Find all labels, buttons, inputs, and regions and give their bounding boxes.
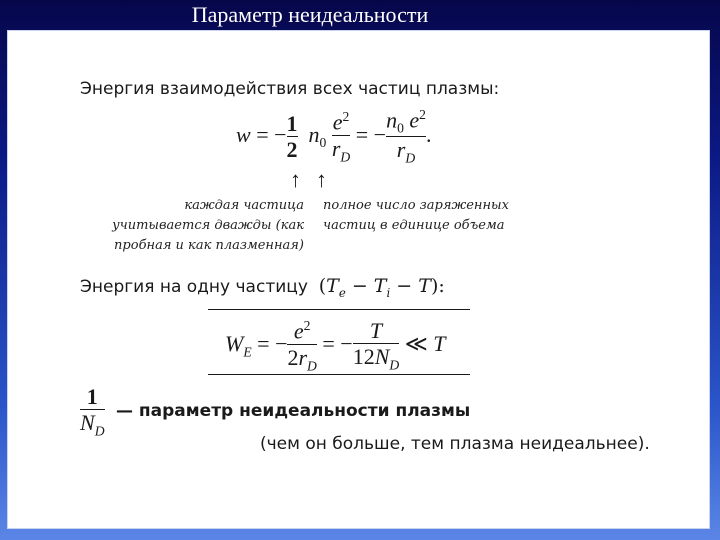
nonideality-parameter-note: (чем он больше, тем плазма неидеальнее). [260,434,650,454]
energy-per-particle-heading [80,275,445,300]
nonideality-parameter-label: — параметр неидеальности плазмы [116,401,471,421]
temperature-condition: $(T_e - T_i - T)$: [318,275,445,300]
content-panel [7,30,710,529]
nonideality-parameter-symbol: $\frac{1}{N_D}$ [80,384,105,439]
note-total-charged-particles: полное число заряженных частиц в единице объема [323,198,509,233]
interaction-energy-heading: Энергия взаимодействия всех частиц плазмы: [80,79,500,99]
slide-title: Параметр неидеальности [191,2,429,27]
interaction-energy-formula: w = − $\frac{1}{2}$ $n_0$ $\frac{e^2}{r_D}$ = − $\frac{n_0 e^2}{r_D}$ . [236,107,432,166]
energy-per-particle-text: Энергия на одну частицу [80,277,308,297]
arrow-up-icon: ↑ [316,167,327,192]
note-counted-twice: каждая частица учитывается дважды (как пробная и как плазменная) [112,198,304,253]
top-rule [208,309,470,310]
arrow-up-icon: ↑ [290,167,301,192]
energy-per-particle-formula: $W_E$ = − $\frac{e^2}{2r_D}$ = − $\frac{T}{12N_D}$ ≪ T [225,318,446,374]
bottom-rule [208,374,470,375]
